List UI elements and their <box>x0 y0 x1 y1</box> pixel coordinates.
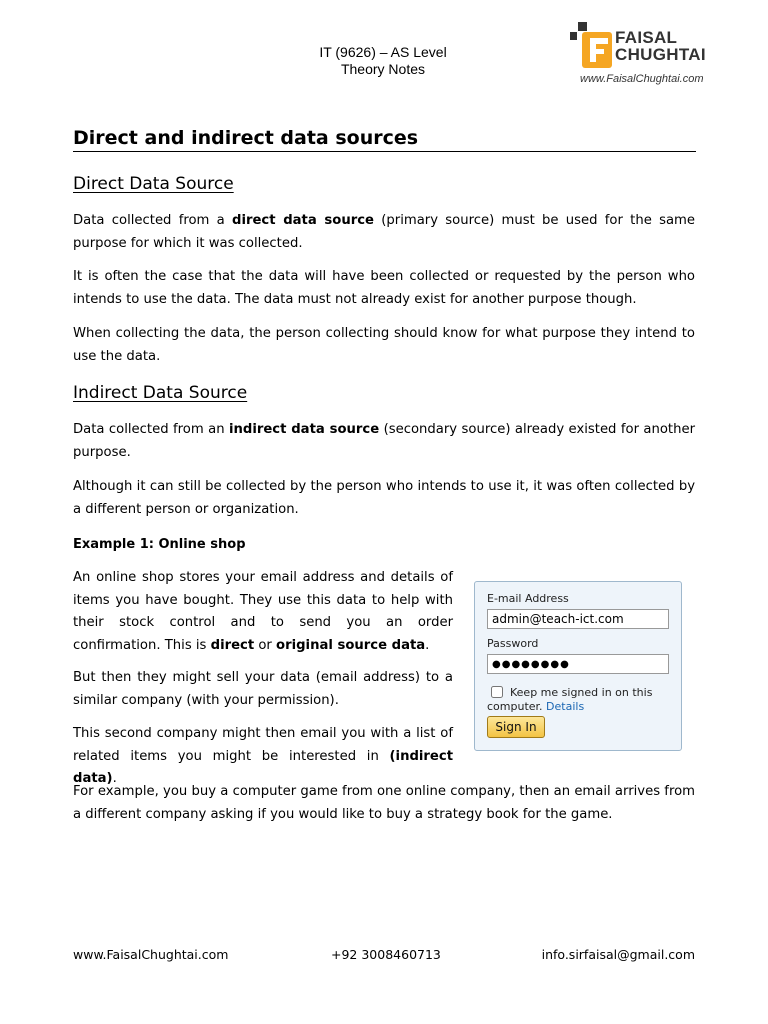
indirect-paragraph-2: Although it can still be collected by the person who intends to use it, it was often collected by a different person or organization. <box>73 479 695 517</box>
sign-in-button[interactable]: Sign In <box>487 716 545 738</box>
email-label: E-mail Address <box>487 592 569 605</box>
page-title: Direct and indirect data sources <box>73 125 696 152</box>
example-paragraph-2: But then they might sell your data (email address) to a similar company (with your permission). <box>73 670 453 708</box>
document-header <box>282 44 484 78</box>
logo-name: FAISAL CHUGHTAI <box>615 28 706 64</box>
direct-paragraph-3: When collecting the data, the person collecting should know for what purpose they intend to use the data. <box>73 326 695 364</box>
document-footer <box>73 946 695 964</box>
footer-website: www.FaisalChughtai.com <box>73 947 229 962</box>
brand-logo <box>568 18 748 90</box>
direct-paragraph-1: Data collected from a direct data source (primary source) must be used for the same purpose for which it was collected. <box>73 213 695 251</box>
password-field[interactable] <box>487 654 669 674</box>
logo-url: www.FaisalChughtai.com <box>580 73 704 85</box>
course-line: IT (9626) – AS Level <box>319 44 447 60</box>
notes-line: Theory Notes <box>340 61 426 77</box>
logo-mark-icon <box>568 18 616 70</box>
keep-signed-in-label: Keep me signed in on this computer. Details <box>487 686 653 713</box>
password-label: Password <box>487 637 539 650</box>
direct-paragraph-2: It is often the case that the data will have been collected or requested by the person who intends to use the data. The data must not already exist for another purpose though. <box>73 269 695 307</box>
footer-email: info.sirfaisal@gmail.com <box>541 947 695 962</box>
example-heading: Example 1: Online shop <box>73 537 246 552</box>
email-field[interactable] <box>487 609 669 629</box>
direct-heading: Direct Data Source <box>73 174 234 194</box>
indirect-paragraph-1: Data collected from an indirect data source (secondary source) already existed for another purpose. <box>73 422 695 460</box>
example-paragraph-3: This second company might then email you with a list of related items you might be interested in (indirect data). <box>73 726 453 786</box>
login-form-illustration <box>474 581 682 751</box>
footer-phone: +92 3008460713 <box>331 947 441 962</box>
details-link[interactable]: Details <box>546 700 585 713</box>
indirect-heading: Indirect Data Source <box>73 383 248 403</box>
example-paragraph-4: For example, you buy a computer game from one online company, then an email arrives from a different company asking if you would like to buy a strategy book for the game. <box>73 784 695 822</box>
example-paragraph-1: An online shop stores your email address and details of items you have bought. They use this data to help with their stock control and to send you an order confirmation. This is direct or original source data. <box>73 570 453 653</box>
